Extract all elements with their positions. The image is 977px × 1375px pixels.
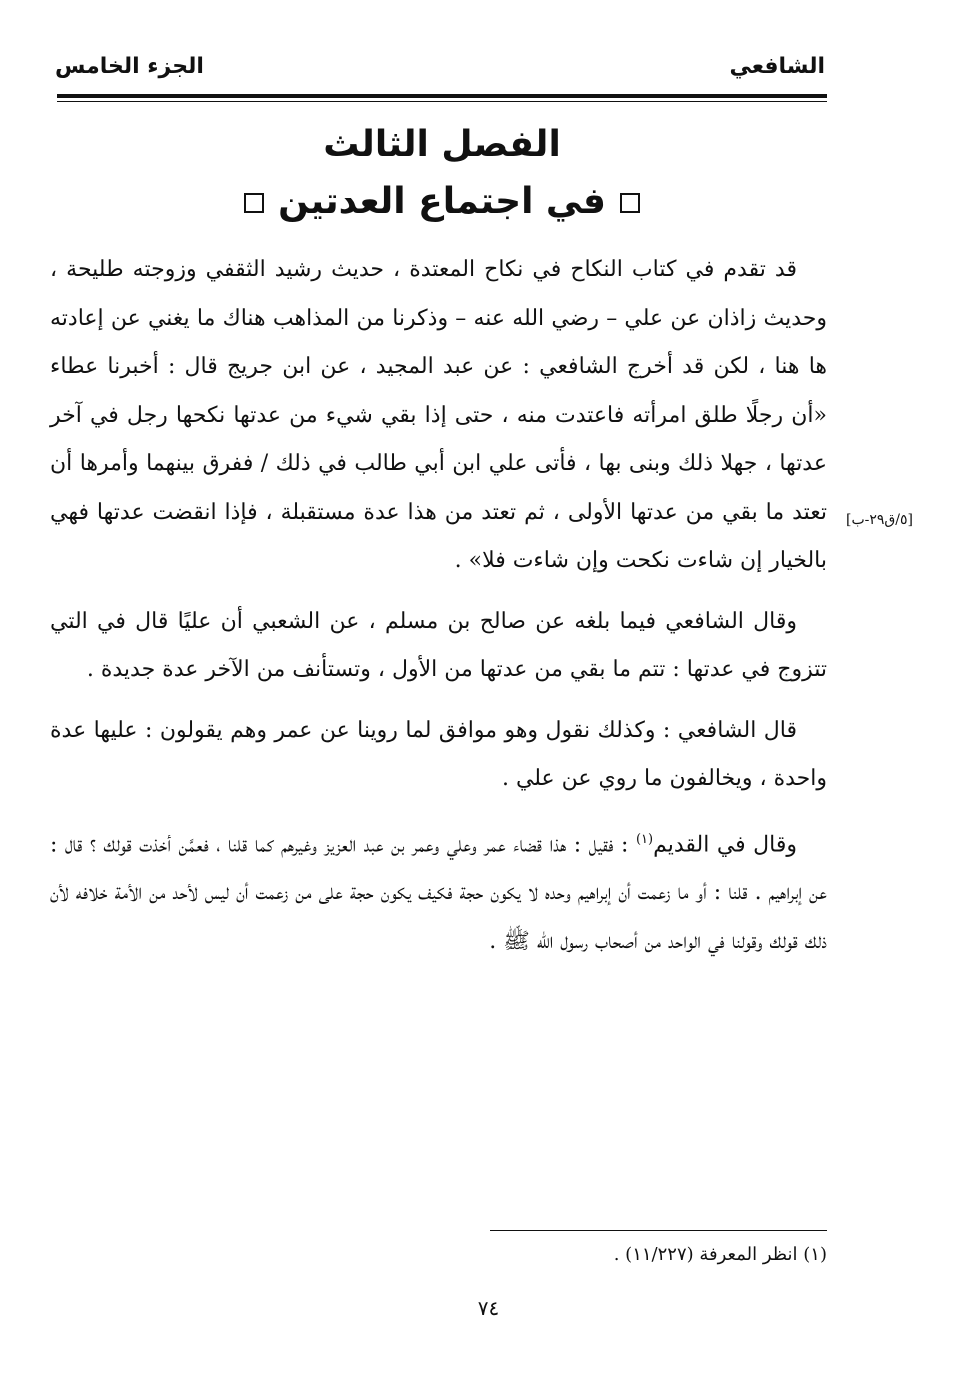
paragraph: قال الشافعي : وكذلك نقول وهو موافق لما روينا عن عمر وهم يقولون : عليها عدة واحدة ، ويخالفون ما روي عن علي .: [50, 717, 827, 791]
header-rule-thin: [57, 101, 827, 102]
header-rule-thick: [57, 94, 827, 98]
section-title-row: [57, 172, 827, 232]
paragraph-lead: وقال في القديم: [653, 831, 797, 857]
footnote: (١) انظر المعرفة (١١/٢٢٧) .: [613, 1244, 827, 1265]
page-number: ٧٤: [477, 1296, 500, 1320]
running-header: [55, 48, 825, 92]
header-volume-label: الجزء الخامس: [55, 54, 204, 79]
square-ornament-icon: [244, 193, 264, 213]
paragraph: وقال الشافعي فيما بلغه عن صالح بن مسلم ، عن الشعبي أن عليًا قال في التي تتزوج في عدتها : تتم ما بقي من عدتها من الأول ، وتستأنف من الآخر عدة جديدة .: [50, 608, 827, 682]
paragraph-rest: : فقيل : هذا قضاء عمر وعلي وعمر بن عبد العزيز وغيرهم كما قلنا ، فعمَّن أخذت قولك ؟ قال : عن إبراهيم . قلنا : أو ما زعمت أن إبراهيم وحده لا يكون حجة فكيف يكون حجة على من زعمت أن ليس لأحد من الأمة خلافه لأن ذلك قولك وقولنا في الواحد من أصحاب رسول الله ﷺ .: [50, 831, 827, 954]
chapter-title: الفصل الثالث: [323, 124, 561, 165]
footnote-separator: [490, 1230, 827, 1231]
body-text: [50, 246, 827, 978]
section-title: في اجتماع العدتين: [278, 181, 606, 222]
footnote-reference[interactable]: (١): [635, 831, 654, 847]
paragraph: [50, 816, 827, 967]
header-book-title: الشافعي: [729, 54, 825, 79]
paragraph: قد تقدم في كتاب النكاح في نكاح المعتدة ، حديث رشيد الثقفي وزوجته طليحة ، وحديث زاذان عن علي – رضي الله عنه – وذكرنا من المذاهب هناك ما يغني عن إعادته ها هنا ، لكن قد أخرج الشافعي : عن عبد المجيد ، عن ابن جريج قال : أخبرنا عطاء «أن رجلًا طلق امرأته فاعتدت منه ، حتى إذا بقي شيء من عدتها نكحها رجل في آخر عدتها ، جهلا ذلك وبنى بها ، فأتى علي ابن أبي طالب في ذلك / ففرق بينهما وأمرها أن تعتد ما بقي من عدتها الأولى ، ثم تعتد من هذا عدة مستقبلة ، فإذا انقضت عدتها فهي بالخيار إن شاءت نكحت وإن شاءت فلا» .: [50, 257, 827, 573]
square-ornament-icon: [620, 193, 640, 213]
margin-manuscript-reference: [٥/ق٢٩-ب]: [846, 512, 914, 528]
